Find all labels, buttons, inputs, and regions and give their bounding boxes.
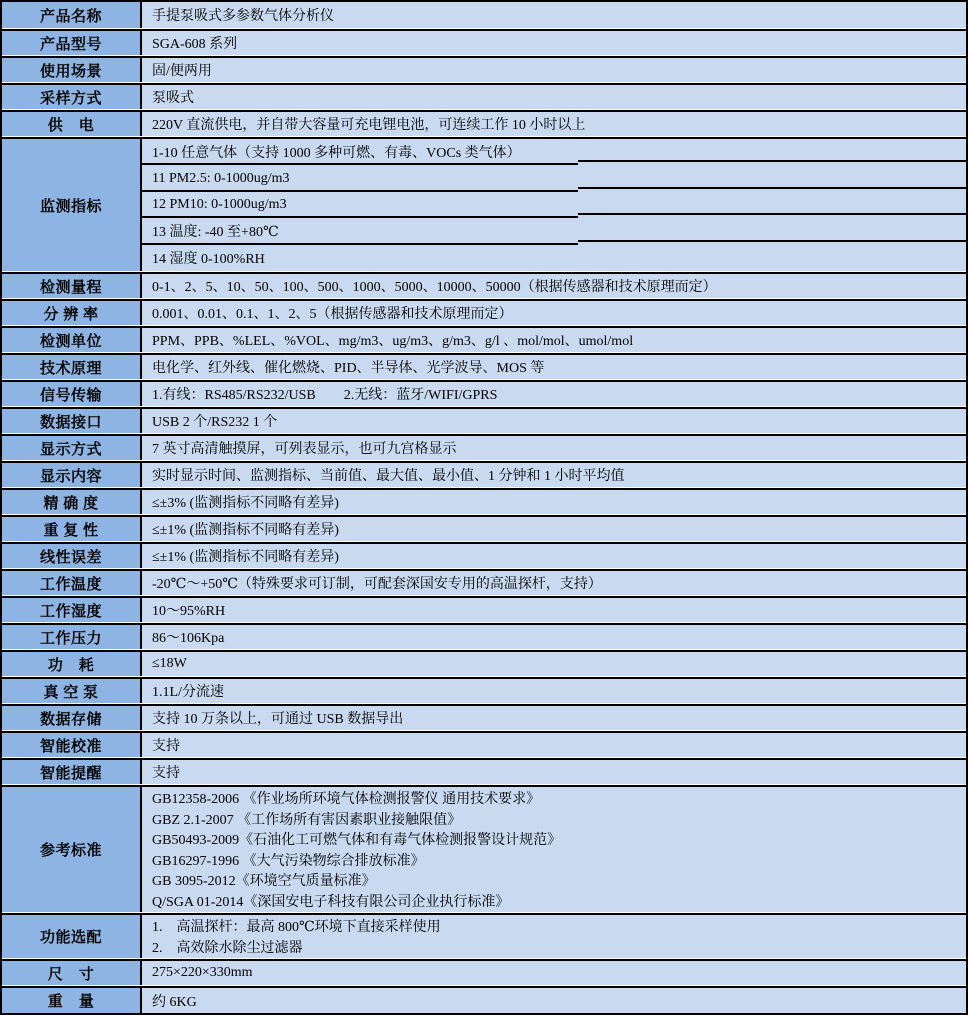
row-value <box>142 31 966 55</box>
row-label: 精 确 度 <box>2 490 142 514</box>
row-value <box>142 112 966 136</box>
value-line: GB50493-2009《石油化工可燃气体和有毒气体检测报警设计规范》 <box>152 833 562 849</box>
row-value <box>142 544 966 568</box>
table-row <box>2 913 966 959</box>
value-line: GB 3095-2012《环境空气质量标准》 <box>152 874 376 890</box>
row-label: 显示内容 <box>2 463 142 487</box>
monitor-subrow <box>142 218 966 244</box>
row-label: 供 电 <box>2 112 142 136</box>
value-text: 支持 <box>152 739 180 754</box>
monitor-subrow-text: 11 PM2.5: 0-1000ug/m3 <box>152 170 290 186</box>
row-value <box>142 58 966 82</box>
row-label: 参考标准 <box>2 787 142 912</box>
value-text: ≤±1% (监测指标不同略有差异) <box>152 550 339 565</box>
table-row <box>2 326 966 353</box>
table-row <box>2 29 966 56</box>
row-label: 采样方式 <box>2 85 142 109</box>
monitor-subrow-text: 14 湿度 0-100%RH <box>152 251 265 267</box>
row-label: 智能校准 <box>2 733 142 757</box>
row-label: 监测指标 <box>2 139 142 271</box>
table-row <box>2 785 966 913</box>
table-row <box>2 83 966 110</box>
row-label: 功能选配 <box>2 915 142 958</box>
row-label: 重 量 <box>2 988 142 1013</box>
table-row <box>2 596 966 623</box>
row-value <box>142 2 966 28</box>
value-text: 手提泵吸式多参数气体分析仪 <box>152 9 334 24</box>
value-text: 泵吸式 <box>152 91 194 106</box>
row-value <box>142 571 966 595</box>
monitor-subrow <box>142 245 966 271</box>
table-row <box>2 623 966 650</box>
value-text: 实时显示时间、监测指标、当前值、最大值、最小值、1 分钟和 1 小时平均值 <box>152 469 625 484</box>
row-value <box>142 139 966 271</box>
row-value <box>142 598 966 622</box>
row-value <box>142 652 966 676</box>
row-value <box>142 355 966 379</box>
value-line: Q/SGA 01-2014《深国安电子科技有限公司企业执行标准》 <box>152 894 510 910</box>
row-value <box>142 436 966 460</box>
row-label: 产品名称 <box>2 2 142 28</box>
table-row <box>2 731 966 758</box>
value-text: 1.1L/分流速 <box>152 685 224 700</box>
value-text: ≤±1% (监测指标不同略有差异) <box>152 523 339 538</box>
table-row <box>2 353 966 380</box>
value-text: 7 英寸高清触摸屏，可列表显示，也可九宫格显示 <box>152 442 457 457</box>
table-row <box>2 569 966 596</box>
value-text: 0.001、0.01、0.1、1、2、5（根据传感器和技术原理而定） <box>152 307 513 322</box>
value-line: GB16297-1996 《大气污染物综合排放标准》 <box>152 853 425 869</box>
value-text: ≤18W <box>152 656 187 671</box>
monitor-subrow-text: 13 温度: -40 至+80℃ <box>152 225 279 241</box>
monitor-subrow <box>142 139 966 165</box>
row-label: 线性误差 <box>2 544 142 568</box>
value-text: 支持 10 万条以上，可通过 USB 数据导出 <box>152 712 404 727</box>
row-label: 使用场景 <box>2 58 142 82</box>
table-row <box>2 434 966 461</box>
row-value <box>142 409 966 433</box>
row-value <box>142 915 966 958</box>
table-row <box>2 515 966 542</box>
monitor-subrow-text: 12 PM10: 0-1000ug/m3 <box>152 197 287 213</box>
value-text: USB 2 个/RS232 1 个 <box>152 415 278 430</box>
monitor-subrow <box>142 192 966 218</box>
value-text: 0-1、2、5、10、50、100、500、1000、5000、10000、50000（根据传感器和技术原理而定） <box>152 280 717 295</box>
value-text: 固/便两用 <box>152 64 212 79</box>
row-label: 数据接口 <box>2 409 142 433</box>
table-row <box>2 704 966 731</box>
row-value <box>142 85 966 109</box>
row-value <box>142 988 966 1013</box>
value-text: 支持 <box>152 766 180 781</box>
value-line: GBZ 2.1-2007 《工作场所有害因素职业接触限值》 <box>152 812 462 828</box>
table-row <box>2 959 966 986</box>
table-row <box>2 380 966 407</box>
row-value <box>142 625 966 649</box>
value-text: SGA-608 系列 <box>152 37 238 52</box>
row-label: 尺 寸 <box>2 961 142 985</box>
row-label: 智能提醒 <box>2 760 142 784</box>
value-text: 电化学、红外线、催化燃烧、PID、半导体、光学波导、MOS 等 <box>152 361 545 376</box>
row-value <box>142 787 966 912</box>
table-row <box>2 110 966 137</box>
row-label: 重 复 性 <box>2 517 142 541</box>
row-value <box>142 517 966 541</box>
value-text: -20℃～+50℃（特殊要求可订制，可配套深国安专用的高温探杆，支持） <box>152 577 602 592</box>
row-label: 技术原理 <box>2 355 142 379</box>
value-text: 220V 直流供电，并自带大容量可充电锂电池，可连续工作 10 小时以上 <box>152 118 586 133</box>
row-value <box>142 274 966 298</box>
row-label: 信号传输 <box>2 382 142 406</box>
row-value <box>142 382 966 406</box>
table-row <box>2 299 966 326</box>
row-label: 检测单位 <box>2 328 142 352</box>
row-value <box>142 961 966 985</box>
table-row <box>2 677 966 704</box>
table-row <box>2 56 966 83</box>
monitor-subrow <box>142 165 966 191</box>
row-value <box>142 679 966 703</box>
value-text: 275×220×330mm <box>152 965 253 980</box>
row-label: 功 耗 <box>2 652 142 676</box>
table-row <box>2 542 966 569</box>
row-label: 真 空 泵 <box>2 679 142 703</box>
row-value <box>142 463 966 487</box>
table-row <box>2 407 966 434</box>
value-line: 2. 高效除水除尘过滤器 <box>152 940 303 956</box>
row-value <box>142 301 966 325</box>
row-label: 工作温度 <box>2 571 142 595</box>
row-value <box>142 760 966 784</box>
row-value <box>142 490 966 514</box>
table-row <box>2 137 966 272</box>
value-text: 10～95%RH <box>152 604 226 619</box>
row-label: 数据存储 <box>2 706 142 730</box>
table-row <box>2 272 966 299</box>
row-value <box>142 328 966 352</box>
row-label: 显示方式 <box>2 436 142 460</box>
value-text: 1.有线：RS485/RS232/USB 2.无线：蓝牙/WIFI/GPRS <box>152 388 498 403</box>
value-text: PPM、PPB、%LEL、%VOL、mg/m3、ug/m3、g/m3、g/l 、mol/mol、umol/mol <box>152 334 634 349</box>
table-row <box>2 488 966 515</box>
table-row <box>2 758 966 785</box>
row-label: 工作压力 <box>2 625 142 649</box>
row-label: 工作湿度 <box>2 598 142 622</box>
row-value <box>142 706 966 730</box>
value-line: 1. 高温探杆：最高 800℃环境下直接采样使用 <box>152 920 441 936</box>
row-value <box>142 733 966 757</box>
value-text: 86～106Kpa <box>152 631 225 646</box>
table-row <box>2 2 966 29</box>
table-row <box>2 986 966 1013</box>
row-label: 产品型号 <box>2 31 142 55</box>
row-label: 检测量程 <box>2 274 142 298</box>
value-text: 约 6KG <box>152 994 197 1010</box>
row-label: 分 辨 率 <box>2 301 142 325</box>
monitor-subrow-text: 1-10 任意气体（支持 1000 多种可燃、有毒、VOCs 类气体） <box>152 146 521 162</box>
value-line: GB12358-2006 《作业场所环境气体检测报警仪 通用技术要求》 <box>152 792 541 808</box>
table-row <box>2 650 966 677</box>
table-row <box>2 461 966 488</box>
value-text: ≤±3% (监测指标不同略有差异) <box>152 496 339 511</box>
